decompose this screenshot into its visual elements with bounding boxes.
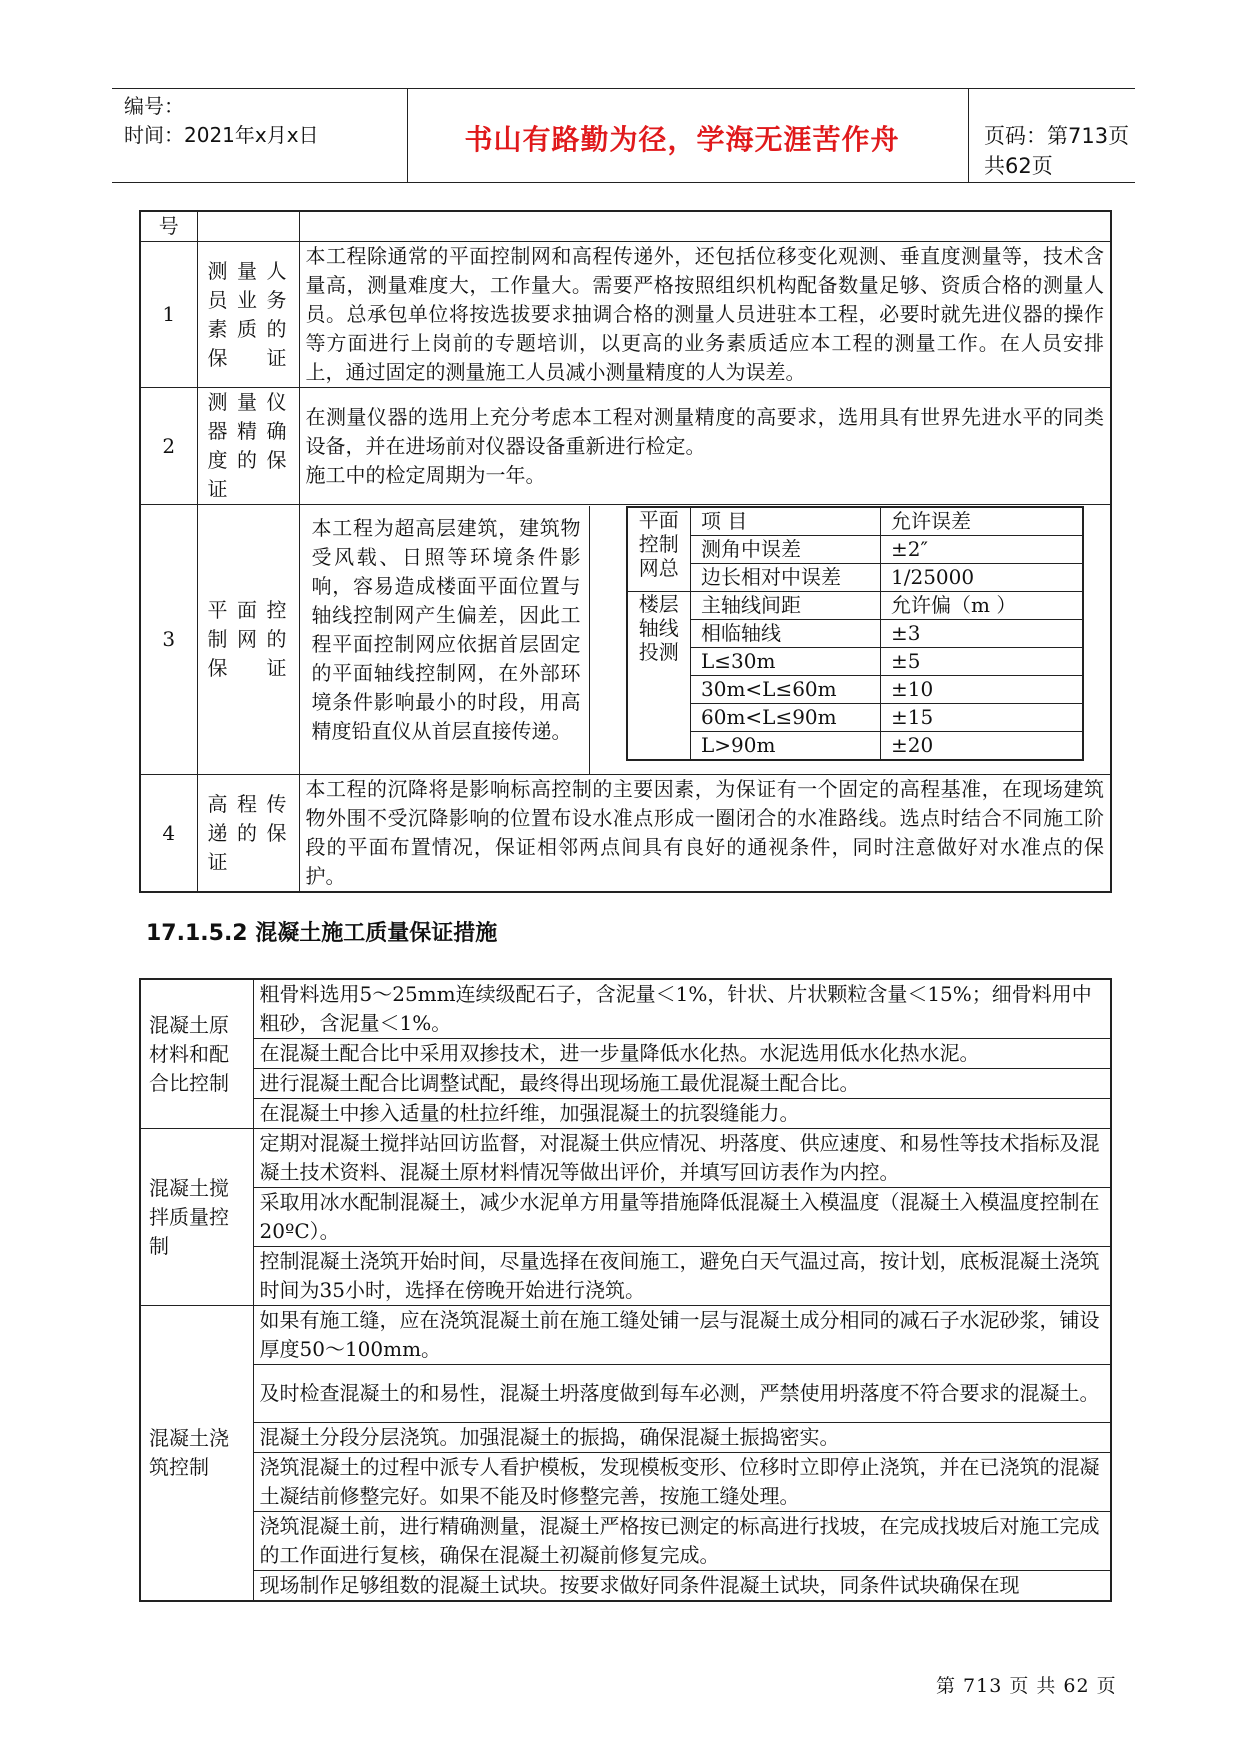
category-label: 混凝土搅拌质量控制	[140, 1129, 253, 1306]
table-row	[627, 731, 1084, 760]
table-row	[140, 1306, 1111, 1365]
cell-label: 测量仪器精确度的保证	[197, 388, 299, 505]
section-title: 17.1.5.2 混凝土施工质量保证措施	[146, 921, 498, 946]
cell-num: 号	[140, 211, 197, 242]
page-footer: 第 713 页 共 62 页	[936, 1675, 1117, 1697]
table-row	[140, 1188, 1111, 1247]
cell-label: 平面控制网的保证	[197, 505, 299, 775]
measure-item: 进行混凝土配合比调整试配，最终得出现场施工最优混凝土配合比。	[253, 1069, 1111, 1099]
page-header	[112, 88, 1135, 183]
table-row	[140, 775, 1111, 893]
cell-num: 3	[140, 505, 197, 775]
cell-content	[299, 388, 1111, 505]
measure-item: 及时检查混凝土的和易性，混凝土坍落度做到每车必测，严禁使用坍落度不符合要求的混凝土。	[253, 1365, 1111, 1423]
table-row	[140, 1247, 1111, 1306]
table-row	[627, 507, 1084, 536]
col-header-value: 允许误差	[881, 507, 1084, 536]
group-label: 平面控制网总	[627, 507, 691, 592]
cell-content: 本工程除通常的平面控制网和高程传递外，还包括位移变化观测、垂直度测量等，技术含量高，测量难度大，工作量大。需要严格按照组织机构配备数量足够、资质合格的测量人员。总承包单位将按选拔要求抽调合格的测量人员进驻本工程，必要时就先进仪器的操作等方面进行上岗前的专题培训，以更高的业务素质适应本工程的测量工作。在人员安排上，通过固定的测量施工人员减小测量精度的人为误差。	[299, 242, 1111, 388]
table-row	[140, 1365, 1111, 1423]
header-bottom-rule	[112, 182, 1135, 183]
table-row	[627, 535, 1084, 563]
measure-item: 混凝土分段分层浇筑。加强混凝土的振捣，确保混凝土振捣密实。	[253, 1423, 1111, 1453]
group-label: 楼层轴线投测	[627, 591, 691, 760]
measure-item: 浇筑混凝土前，进行精确测量，混凝土严格按已测定的标高进行找坡，在完成找坡后对施工完成的工作面进行复核，确保在混凝土初凝前修复完成。	[253, 1512, 1111, 1571]
tolerance-value: ±20	[881, 731, 1084, 760]
doc-number: 编号：	[124, 94, 184, 118]
tolerance-value: ±5	[881, 647, 1084, 675]
tolerance-item: L>90m	[691, 731, 881, 760]
cell-label: 高程传递的保证	[197, 775, 299, 893]
table-row	[140, 979, 1111, 1039]
table-row	[140, 388, 1111, 505]
measure-item: 采取用冰水配制混凝土，减少水泥单方用量等措施降低混凝土入模温度（混凝土入模温度控制在20ºC）。	[253, 1188, 1111, 1247]
tolerance-value: 允许偏（m ）	[881, 591, 1084, 619]
tolerance-value: ±3	[881, 619, 1084, 647]
header-top-rule	[112, 88, 1135, 89]
header-meta	[124, 92, 319, 150]
table-row	[627, 591, 1084, 619]
survey-assurance-table	[139, 210, 1112, 893]
tolerance-value: ±10	[881, 675, 1084, 703]
measure-item: 如果有施工缝，应在浇筑混凝土前在施工缝处铺一层与混凝土成分相同的减石子水泥砂浆，铺设厚度50～100mm。	[253, 1306, 1111, 1365]
table-row	[140, 1069, 1111, 1099]
table-row	[627, 619, 1084, 647]
header-motto: 书山有路勤为径，学海无涯苦作舟	[464, 123, 900, 156]
table-row	[140, 1099, 1111, 1129]
cell-content	[299, 505, 1111, 775]
col-header-item: 项 目	[691, 507, 881, 536]
tolerance-item: 边长相对中误差	[691, 563, 881, 591]
measure-item: 浇筑混凝土的过程中派专人看护模板，发现模板变形、位移时立即停止浇筑，并在已浇筑的混凝土凝结前修整完好。如果不能及时修整完善，按施工缝处理。	[253, 1453, 1111, 1512]
table-row	[140, 211, 1111, 242]
table-row	[140, 505, 1111, 775]
table-row	[140, 1571, 1111, 1602]
tolerance-item: 60m<L≤90m	[691, 703, 881, 731]
header-page-number: 页码：第713页 共62页	[984, 124, 1130, 178]
cell-num: 4	[140, 775, 197, 893]
tolerance-item: 相临轴线	[691, 619, 881, 647]
cell-num: 1	[140, 242, 197, 388]
category-label: 混凝土浇筑控制	[140, 1306, 253, 1602]
measure-item: 定期对混凝土搅拌站回访监督，对混凝土供应情况、坍落度、供应速度、和易性等技术指标及混凝土技术资料、混凝土原材料情况等做出评价，并填写回访表作为内控。	[253, 1129, 1111, 1188]
table-row	[627, 563, 1084, 591]
table-row	[627, 675, 1084, 703]
tolerance-table	[626, 506, 1085, 761]
concrete-quality-table	[139, 978, 1112, 1602]
content-paragraph: 施工中的检定周期为一年。	[305, 462, 546, 487]
tolerance-item: 主轴线间距	[691, 591, 881, 619]
cell-content: 本工程的沉降将是影响标高控制的主要因素，为保证有一个固定的高程基准，在现场建筑物外围不受沉降影响的位置布设水准点形成一圈闭合的水准路线。选点时结合不同施工阶段的平面布置情况，保证相邻两点间具有良好的通视条件，同时注意做好对水准点的保护。	[299, 775, 1111, 893]
measure-item: 现场制作足够组数的混凝土试块。按要求做好同条件混凝土试块，同条件试块确保在现	[253, 1571, 1111, 1602]
content-paragraph: 在测量仪器的选用上充分考虑本工程对测量精度的高要求，选用具有世界先进水平的同类设备，并在进场前对仪器设备重新进行检定。	[305, 404, 1104, 458]
measure-item: 在混凝土配合比中采用双掺技术，进一步量降低水化热。水泥选用低水化热水泥。	[253, 1039, 1111, 1069]
cell-num: 2	[140, 388, 197, 505]
measure-item: 控制混凝土浇筑开始时间，尽量选择在夜间施工，避免白天气温过高，按计划，底板混凝土浇筑时间为35小时，选择在傍晚开始进行浇筑。	[253, 1247, 1111, 1306]
tolerance-value: ±2″	[881, 535, 1084, 563]
tolerance-item: L≤30m	[691, 647, 881, 675]
cell-label	[197, 211, 299, 242]
table-row	[627, 647, 1084, 675]
doc-time: 时间：2021年x月x日	[124, 123, 319, 147]
table-row	[140, 242, 1111, 388]
tolerance-item: 测角中误差	[691, 535, 881, 563]
cell-label: 测量人员业务素质的保证	[197, 242, 299, 388]
table-row	[140, 1129, 1111, 1188]
table-row	[140, 1423, 1111, 1453]
table-row	[140, 1512, 1111, 1571]
measure-item: 粗骨料选用5～25mm连续级配石子，含泥量＜1%，针状、片状颗粒含量＜15%；细骨料用中粗砂，含泥量＜1%。	[253, 979, 1111, 1039]
tolerance-value: 1/25000	[881, 563, 1084, 591]
plane-control-text: 本工程为超高层建筑，建筑物受风载、日照等环境条件影响，容易造成楼面平面位置与轴线控制网产生偏差，因此工程平面控制网应依据首层固定的平面轴线控制网，在外部环境条件影响最小的时段，用高精度铅直仪从首层直接传递。	[300, 506, 590, 774]
tolerance-value: ±15	[881, 703, 1084, 731]
table-row	[140, 1453, 1111, 1512]
cell-content	[299, 211, 1111, 242]
tolerance-item: 30m<L≤60m	[691, 675, 881, 703]
table-row	[627, 703, 1084, 731]
measure-item: 在混凝土中掺入适量的杜拉纤维，加强混凝土的抗裂缝能力。	[253, 1099, 1111, 1129]
category-label: 混凝土原材料和配合比控制	[140, 979, 253, 1129]
table-row	[140, 1039, 1111, 1069]
